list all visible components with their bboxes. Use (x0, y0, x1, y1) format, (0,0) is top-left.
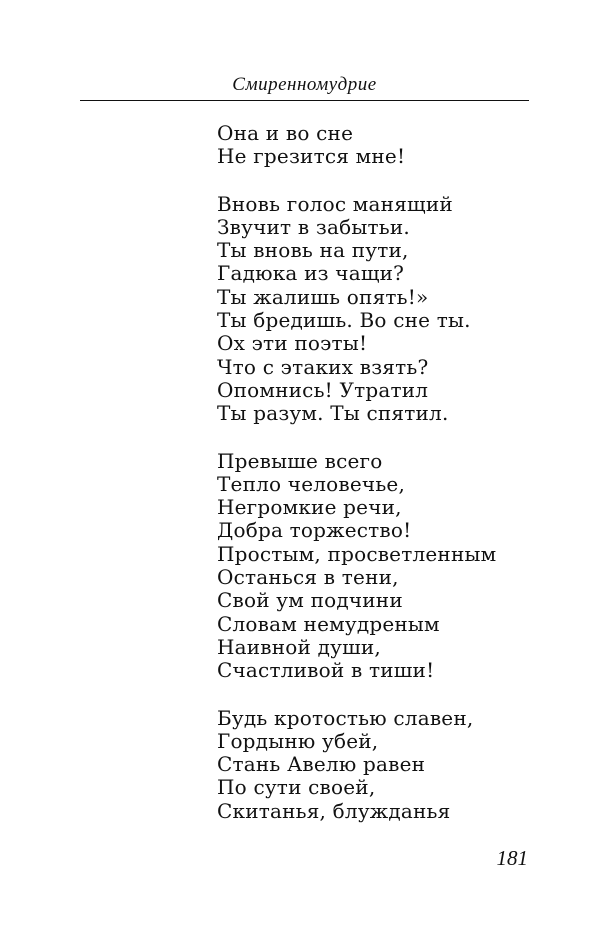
poem-line: Скитанья, блужданья (217, 798, 451, 823)
poem-line: Ох эти поэты! (217, 331, 368, 356)
running-header: Смиренномудрие (232, 74, 377, 95)
poem-line: По сути своей, (217, 775, 376, 800)
poem-line: Гадюка из чащи? (217, 261, 405, 286)
stanza-2 (217, 193, 537, 426)
poem-line: Простым, просветленным (217, 541, 497, 566)
poem-line: Свой ум подчини (217, 588, 403, 613)
poem-line: Ты вновь на пути, (217, 238, 409, 263)
poem-line: Добра торжество! (217, 518, 412, 543)
poem-line: Будь кротостью славен, (217, 705, 474, 730)
stanza-4 (217, 707, 537, 823)
poem-line: Ты разум. Ты спятил. (217, 401, 449, 426)
poem-line: Тепло человечье, (217, 471, 406, 496)
header-rule (80, 100, 529, 101)
poem-line: Негромкие речи, (217, 495, 402, 520)
poem-line: Что с этаких взять? (217, 354, 429, 379)
stanza-3 (217, 450, 537, 683)
poem-line: Ты бредишь. Во сне ты. (217, 308, 471, 333)
poem-line: Опомнись! Утратил (217, 377, 429, 402)
poem-line: Ты жалишь опять!» (217, 284, 429, 309)
poem-line: Стань Авелю равен (217, 752, 426, 777)
poem-line: Наивной души, (217, 634, 381, 659)
poem-line: Она и во сне (217, 121, 354, 145)
poem-line: Счастливой в тиши! (217, 658, 435, 683)
poem-line: Гордыню убей, (217, 728, 379, 753)
poem-line: Останься в тени, (217, 565, 399, 590)
poem-line: Звучит в забытьи. (217, 214, 410, 239)
poem-line: Словам немудреным (217, 611, 440, 636)
poem-line: Не грезится мне! (217, 144, 406, 169)
stanza-1 (217, 122, 537, 169)
poem-line: Вновь голос манящий (217, 191, 453, 216)
page-number: 181 (496, 846, 528, 870)
poem (217, 122, 537, 847)
poem-line: Превыше всего (217, 448, 383, 473)
